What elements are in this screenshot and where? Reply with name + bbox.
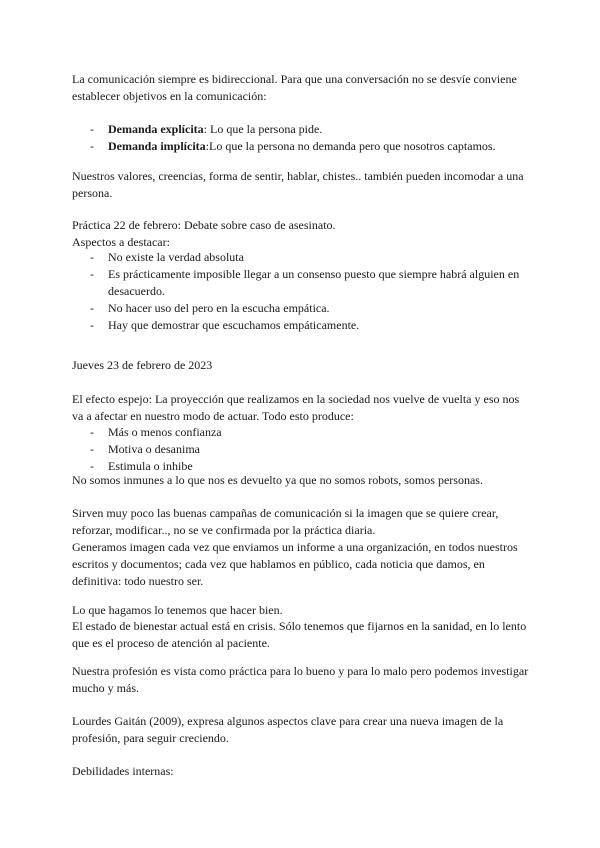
dash-bullet-icon: - xyxy=(90,250,94,264)
dash-bullet-icon: - xyxy=(90,442,94,456)
paragraph-valores: Nuestros valores, creencias, forma de sentir, hablar, chistes.. también pueden incomodar a una persona. xyxy=(72,169,524,200)
dash-bullet-icon: - xyxy=(90,139,94,153)
dash-bullet-icon: - xyxy=(90,425,94,439)
aspectos-list xyxy=(72,249,532,334)
list-item-text: No hacer uso del pero en la escucha empática. xyxy=(108,301,330,315)
paragraph-comunicacion: La comunicación siempre es bidireccional. Para que una conversación no se desvíe conviene establecer objetivos en la comunicación: xyxy=(72,72,517,103)
paragraph-inmunes: No somos inmunes a lo que nos es devuelto ya que no somos robots, somos personas. xyxy=(72,473,483,487)
debilidades-heading: Debilidades internas: xyxy=(72,764,174,778)
term-demanda-explicita: Demanda explícita xyxy=(108,122,204,136)
demandas-list xyxy=(72,121,532,155)
paragraph-efecto-espejo: El efecto espejo: La proyección que realizamos en la sociedad nos vuelve de vuelta y eso nos va a afectar en nuestro modo de actuar. Todo esto produce: xyxy=(72,392,520,423)
paragraph-hacer-bien: Lo que hagamos lo tenemos que hacer bien. xyxy=(72,603,283,617)
list-item xyxy=(72,424,532,441)
list-item xyxy=(72,266,532,300)
list-item xyxy=(72,441,532,458)
list-item xyxy=(72,317,532,334)
list-item xyxy=(72,300,532,317)
dash-bullet-icon: - xyxy=(90,459,94,473)
list-item-text: No existe la verdad absoluta xyxy=(108,250,244,264)
list-item-text: Estimula o inhibe xyxy=(108,459,193,473)
paragraph-campanas: Sirven muy poco las buenas campañas de comunicación si la imagen que se quiere crear, reforzar, modificar.., no se ve confirmada por la práctica diaria. xyxy=(72,506,499,537)
definition-text: : Lo que la persona pide. xyxy=(203,122,323,136)
dash-bullet-icon: - xyxy=(90,318,94,332)
dash-bullet-icon: - xyxy=(90,122,94,136)
paragraph-profesion: Nuestra profesión es vista como práctica para lo bueno y para lo malo pero podemos investigar mucho y más. xyxy=(72,664,529,695)
paragraph-lourdes-gaitan: Lourdes Gaitán (2009), expresa algunos aspectos clave para crear una nueva imagen de la profesión, para seguir creciendo. xyxy=(72,714,504,745)
efectos-list xyxy=(72,424,532,475)
list-item xyxy=(72,249,532,266)
list-item-text: Es prácticamente imposible llegar a un consenso puesto que siempre habrá alguien en desacuerdo. xyxy=(108,267,520,298)
list-item xyxy=(72,138,532,155)
list-item-text: Motiva o desanima xyxy=(108,442,200,456)
paragraph-bienestar: El estado de bienestar actual está en crisis. Sólo tenemos que fijarnos en la sanidad, en lo lento que es el proceso de atención al paciente. xyxy=(72,619,527,650)
list-item-text: Hay que demostrar que escuchamos empáticamente. xyxy=(108,318,360,332)
list-item xyxy=(72,121,532,138)
paragraph-generamos-imagen: Generamos imagen cada vez que enviamos un informe a una organización, en todos nuestros escritos y documentos; cada vez que hablamos en público, cada noticia que damos, en definitiva: todo nuestro ser. xyxy=(72,540,518,588)
dash-bullet-icon: - xyxy=(90,301,94,315)
aspectos-title: Aspectos a destacar: xyxy=(72,235,170,249)
dash-bullet-icon: - xyxy=(90,267,94,281)
date-heading: Jueves 23 de febrero de 2023 xyxy=(72,358,213,372)
term-demanda-implicita: Demanda implícita xyxy=(108,139,206,153)
list-item-text: Más o menos confianza xyxy=(108,425,222,439)
definition-text: :Lo que la persona no demanda pero que nosotros captamos. xyxy=(205,139,496,153)
practica-title: Práctica 22 de febrero: Debate sobre caso de asesinato. xyxy=(72,218,336,232)
